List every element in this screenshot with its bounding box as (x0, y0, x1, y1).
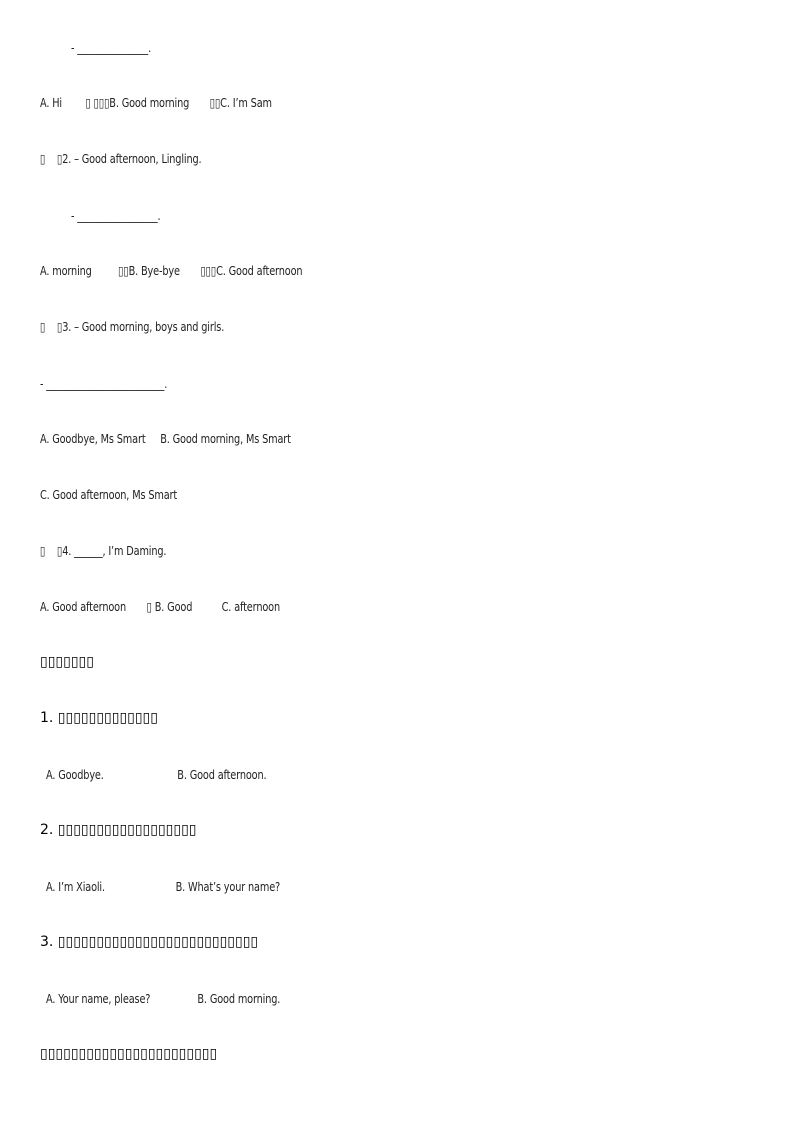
question-4: ▯ ▯4. ______, I’m Daming. (40, 543, 167, 558)
section-heading: ▯▯▯▯▯▯▯ (40, 654, 94, 670)
situational-options-3: A. Your name, please? B. Good morning. (46, 991, 281, 1006)
situational-question-1: 1. ▯▯▯▯▯▯▯▯▯▯▯▯▯ (40, 710, 158, 726)
options-q1: A. Hi ▯ ▯▯▯B. Good morning ▯▯C. I’m Sam (40, 95, 272, 110)
answer-blank-1: - _______________. (71, 40, 152, 55)
situational-question-3: 3. ▯▯▯▯▯▯▯▯▯▯▯▯▯▯▯▯▯▯▯▯▯▯▯▯▯▯ (40, 934, 259, 950)
section-heading-next: ▯▯▯▯▯▯▯▯▯▯▯▯▯▯▯▯▯▯▯▯▯▯▯ (40, 1046, 218, 1062)
options-q4: A. Good afternoon ▯ B. Good C. afternoon (40, 599, 280, 614)
options-q3-c: C. Good afternoon, Ms Smart (40, 487, 178, 502)
answer-blank-2: - _________________. (71, 208, 161, 223)
answer-blank-3: - _________________________. (40, 376, 168, 391)
situational-question-2: 2. ▯▯▯▯▯▯▯▯▯▯▯▯▯▯▯▯▯▯ (40, 822, 197, 838)
question-2: ▯ ▯2. – Good afternoon, Lingling. (40, 151, 202, 166)
options-q2: A. morning ▯▯B. Bye-bye ▯▯▯C. Good afternoon (40, 263, 303, 278)
question-3: ▯ ▯3. – Good morning, boys and girls. (40, 319, 225, 334)
options-q3-ab: A. Goodbye, Ms Smart B. Good morning, Ms Smart (40, 431, 291, 446)
situational-options-2: A. I’m Xiaoli. B. What’s your name? (46, 879, 281, 894)
situational-options-1: A. Goodbye. B. Good afternoon. (46, 767, 267, 782)
